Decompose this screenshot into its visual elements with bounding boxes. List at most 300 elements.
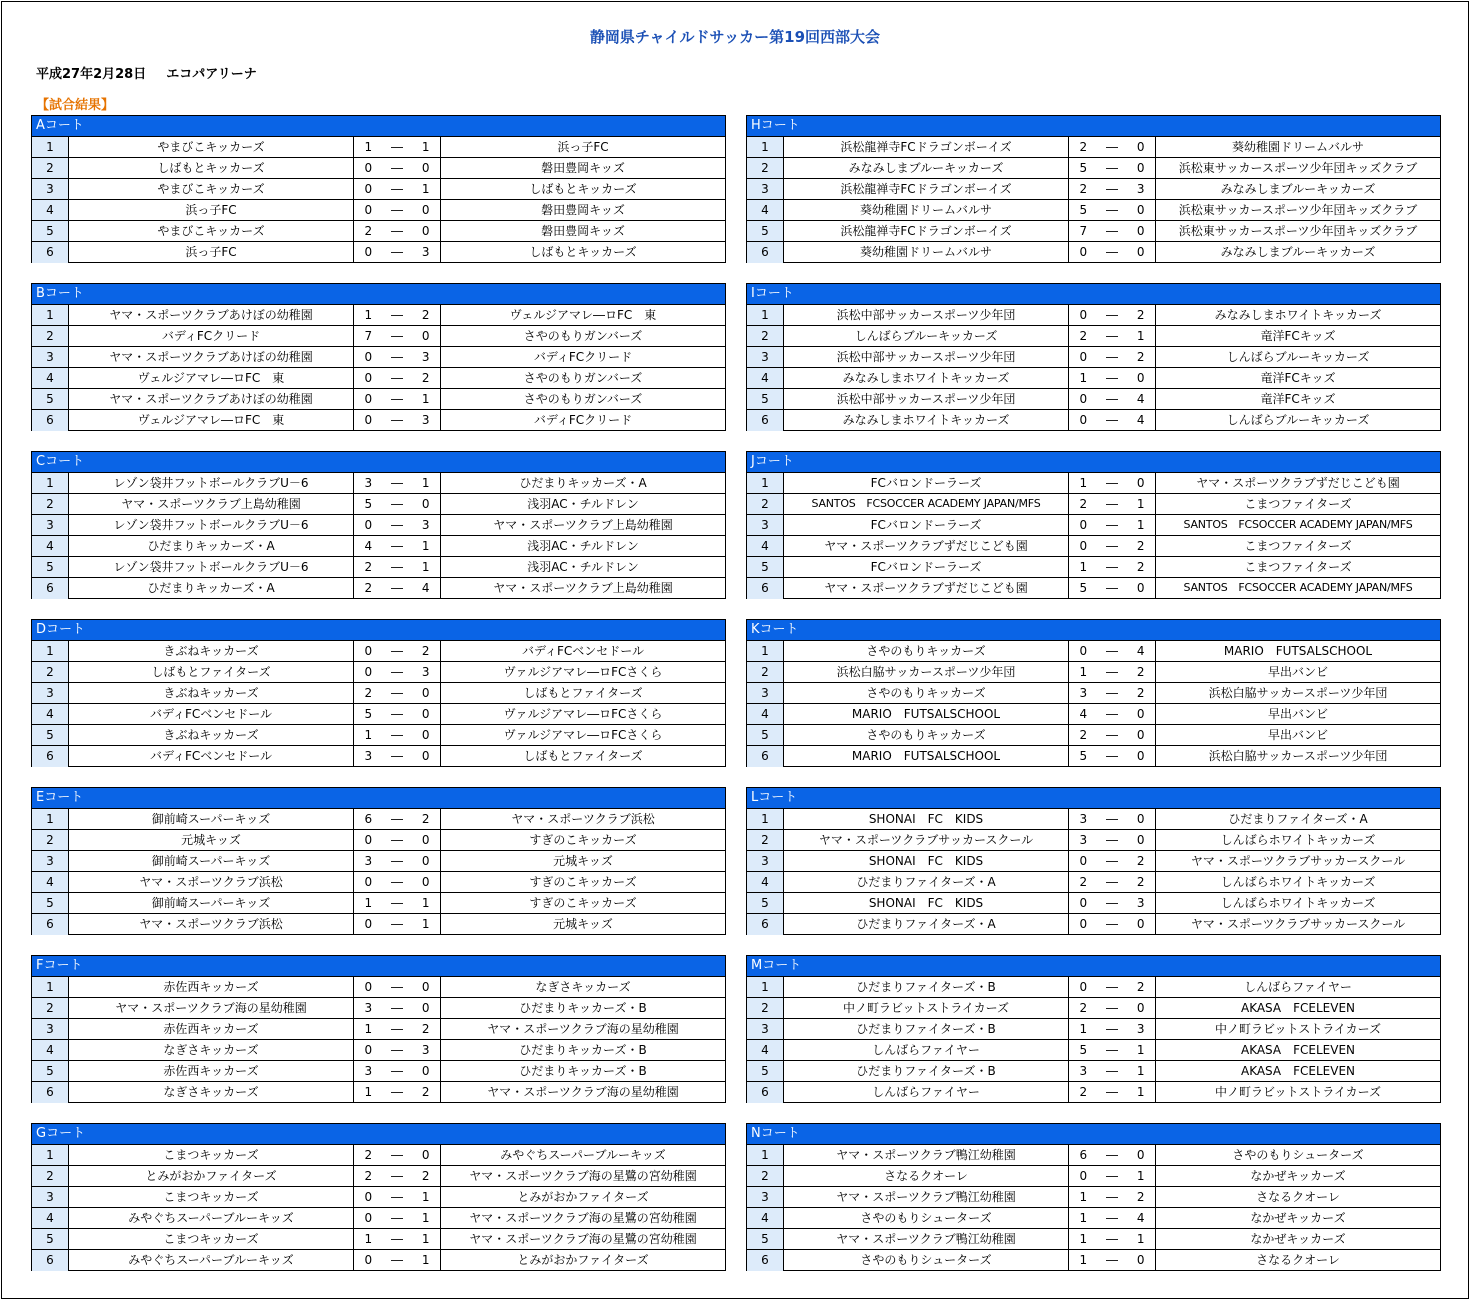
score (354, 662, 441, 682)
home-team: 浜松龍禅寺FCドラゴンボーイズ (784, 179, 1069, 199)
match-row (747, 1250, 1440, 1271)
match-number: 3 (747, 683, 784, 703)
score-separator: ― (391, 896, 403, 910)
away-team: 竜洋FCキッズ (1260, 392, 1336, 406)
away-team: しんばらホワイトキッカーズ (1220, 833, 1376, 847)
match-row (32, 536, 725, 557)
away-score: 0 (421, 686, 430, 700)
score (354, 872, 441, 892)
away-score: 1 (1136, 518, 1145, 532)
away-team: 浜松白脇サッカースポーツ少年団 (1208, 686, 1388, 700)
score (1069, 704, 1156, 724)
match-number: 2 (32, 494, 69, 514)
score-separator: ― (1106, 476, 1118, 490)
home-team: しんばらブルーキッカーズ (784, 326, 1069, 346)
home-score: 1 (1079, 476, 1088, 490)
match-row (32, 641, 725, 662)
away-team: 中ノ町ラビットストライカーズ (1214, 1022, 1382, 1036)
home-team: ヴェルジアマレ―ロFC 東 (69, 368, 354, 388)
score (1069, 1040, 1156, 1060)
away-team: みなみしまブルーキッカーズ (1220, 182, 1376, 196)
away-team: しんばらホワイトキッカーズ (1220, 875, 1376, 889)
away-score: 1 (1136, 1169, 1145, 1183)
score (354, 809, 441, 829)
score (1069, 1187, 1156, 1207)
match-row (32, 368, 725, 389)
away-team: 浜松東サッカースポーツ少年団キッズクラブ (1178, 161, 1418, 175)
away-team: 浅羽AC・チルドレン (527, 497, 639, 511)
away-team: とみがおかファイターズ (517, 1190, 649, 1204)
match-number: 5 (747, 1061, 784, 1081)
score-separator: ― (391, 833, 403, 847)
match-number: 6 (747, 242, 784, 263)
match-number: 5 (32, 1229, 69, 1249)
home-score: 0 (1079, 539, 1088, 553)
score (1069, 683, 1156, 703)
match-row (32, 1040, 725, 1061)
away-team: ヤマ・スポーツクラブ浜松 (511, 812, 655, 826)
home-score: 3 (1079, 1064, 1088, 1078)
match-row (747, 242, 1440, 263)
home-team: こまつキッカーズ (69, 1145, 354, 1165)
match-number: 3 (747, 179, 784, 199)
match-row (32, 1082, 725, 1103)
score-separator: ― (391, 665, 403, 679)
away-score: 0 (1136, 749, 1145, 763)
away-score: 1 (1136, 329, 1145, 343)
home-team: やまびこキッカーズ (69, 179, 354, 199)
score (354, 1187, 441, 1207)
match-row (32, 200, 725, 221)
away-score: 0 (1136, 476, 1145, 490)
home-score: 0 (364, 161, 373, 175)
away-score: 2 (1136, 1190, 1145, 1204)
court-header: Aコート (32, 116, 725, 137)
away-team: こまつファイターズ (1244, 539, 1352, 553)
score (1069, 137, 1156, 157)
match-number: 6 (32, 1250, 69, 1271)
score (1069, 389, 1156, 409)
score-separator: ― (1106, 308, 1118, 322)
home-team: ヤマ・スポーツクラブ鴨江幼稚園 (784, 1145, 1069, 1165)
match-number: 2 (32, 326, 69, 346)
court-header: Bコート (32, 284, 725, 305)
match-row (747, 1145, 1440, 1166)
home-team: 赤佐西キッカーズ (69, 977, 354, 997)
home-team: こまつキッカーズ (69, 1229, 354, 1249)
home-score: 4 (364, 539, 373, 553)
score (1069, 1145, 1156, 1165)
score-separator: ― (391, 1148, 403, 1162)
away-team: さなるクオーレ (1256, 1253, 1340, 1267)
home-score: 1 (364, 1022, 373, 1036)
away-team: ヤマ・スポーツクラブずだじこども園 (1196, 476, 1400, 490)
home-team: 浜松中部サッカースポーツ少年団 (784, 347, 1069, 367)
match-row (747, 746, 1440, 767)
match-row (747, 683, 1440, 704)
away-team: 竜洋FCキッズ (1260, 329, 1336, 343)
score-separator: ― (1106, 1169, 1118, 1183)
home-score: 2 (364, 560, 373, 574)
score-separator: ― (391, 1232, 403, 1246)
score-separator: ― (1106, 539, 1118, 553)
page-title: 静岡県チャイルドサッカー第19回西部大会 (589, 28, 881, 46)
away-score: 0 (421, 1064, 430, 1078)
score (1069, 242, 1156, 263)
match-number: 5 (32, 725, 69, 745)
away-team: しんばらファイヤー (1244, 980, 1352, 994)
match-row (747, 137, 1440, 158)
away-score: 1 (421, 539, 430, 553)
match-number: 4 (747, 200, 784, 220)
score-separator: ― (391, 1064, 403, 1078)
home-score: 3 (364, 1001, 373, 1015)
score (1069, 662, 1156, 682)
away-score: 2 (1136, 980, 1145, 994)
score-separator: ― (1106, 917, 1118, 931)
home-team: バディFCベンセドール (69, 704, 354, 724)
away-team: ひだまりキッカーズ・B (519, 1064, 647, 1078)
match-number: 1 (747, 473, 784, 493)
away-score: 0 (1136, 161, 1145, 175)
away-team: しんばらブルーキッカーズ (1226, 350, 1370, 364)
score-separator: ― (1106, 329, 1118, 343)
section-label: 【試合結果】 (36, 98, 115, 113)
home-team: 中ノ町ラビットストライカーズ (784, 998, 1069, 1018)
match-row (747, 1187, 1440, 1208)
score (1069, 641, 1156, 661)
match-row (32, 1166, 725, 1187)
match-number: 4 (32, 872, 69, 892)
match-number: 1 (32, 473, 69, 493)
away-team: なかぜキッカーズ (1250, 1232, 1346, 1246)
away-team: ひだまりキッカーズ・A (519, 476, 647, 490)
away-team: すぎのこキッカーズ (529, 896, 637, 910)
match-number: 2 (747, 830, 784, 850)
away-team: 元城キッズ (553, 917, 613, 931)
home-score: 3 (364, 854, 373, 868)
match-number: 1 (32, 1145, 69, 1165)
score (354, 683, 441, 703)
away-score: 0 (421, 707, 430, 721)
away-score: 1 (421, 140, 430, 154)
match-row (747, 473, 1440, 494)
score-separator: ― (1106, 1253, 1118, 1267)
home-score: 5 (1079, 203, 1088, 217)
away-score: 0 (421, 329, 430, 343)
away-score: 2 (1136, 875, 1145, 889)
court-header: Hコート (747, 116, 1440, 137)
score (1069, 200, 1156, 220)
home-team: みなみしまホワイトキッカーズ (784, 410, 1069, 431)
match-number: 4 (32, 704, 69, 724)
away-team: ヤマ・スポーツクラブサッカースクール (1190, 917, 1406, 931)
score (354, 977, 441, 997)
match-row (747, 851, 1440, 872)
score-separator: ― (1106, 182, 1118, 196)
score-separator: ― (391, 413, 403, 427)
score-separator: ― (391, 707, 403, 721)
home-score: 2 (1079, 329, 1088, 343)
match-row (32, 410, 725, 431)
away-team: バディFCベンセドール (521, 644, 645, 658)
score (354, 1145, 441, 1165)
away-score: 1 (421, 1211, 430, 1225)
away-score: 0 (1136, 812, 1145, 826)
away-score: 0 (421, 224, 430, 238)
match-number: 6 (32, 914, 69, 935)
score-separator: ― (1106, 833, 1118, 847)
match-row (747, 1208, 1440, 1229)
match-row (747, 179, 1440, 200)
score-separator: ― (1106, 518, 1118, 532)
home-team: レゾン袋井フットボールクラブU－6 (69, 515, 354, 535)
match-row (32, 977, 725, 998)
match-number: 2 (747, 494, 784, 514)
home-score: 1 (1079, 371, 1088, 385)
match-number: 4 (747, 1208, 784, 1228)
court-table (746, 115, 1441, 263)
score-separator: ― (391, 539, 403, 553)
home-score: 0 (364, 245, 373, 259)
score-separator: ― (391, 371, 403, 385)
match-number: 4 (32, 1040, 69, 1060)
away-team: さやのもりガンバーズ (523, 329, 643, 343)
match-number: 5 (32, 389, 69, 409)
score (354, 137, 441, 157)
match-row (32, 746, 725, 767)
event-venue: エコパアリーナ (166, 67, 257, 82)
match-row (747, 914, 1440, 935)
match-number: 5 (32, 221, 69, 241)
home-score: 5 (1079, 161, 1088, 175)
match-number: 5 (747, 1229, 784, 1249)
away-team: みなみしまホワイトキッカーズ (1214, 308, 1382, 322)
away-team: さやのもりガンバーズ (523, 371, 643, 385)
away-team: すぎのこキッカーズ (529, 833, 637, 847)
home-score: 0 (364, 644, 373, 658)
home-score: 1 (1079, 1190, 1088, 1204)
away-score: 2 (421, 308, 430, 322)
home-score: 3 (364, 749, 373, 763)
score-separator: ― (391, 1190, 403, 1204)
score (354, 830, 441, 850)
away-score: 0 (1136, 371, 1145, 385)
away-score: 2 (421, 1085, 430, 1099)
court-header: Cコート (32, 452, 725, 473)
match-number: 6 (32, 746, 69, 767)
home-score: 3 (364, 476, 373, 490)
away-team: ヤマ・スポーツクラブ上島幼稚園 (493, 581, 673, 595)
home-team: ヤマ・スポーツクラブあけぼの幼稚園 (69, 347, 354, 367)
match-number: 3 (747, 851, 784, 871)
home-team: FCバロンドーラーズ (784, 473, 1069, 493)
away-score: 4 (1136, 413, 1145, 427)
score (354, 557, 441, 577)
home-team: みやぐちスーパーブルーキッズ (69, 1250, 354, 1271)
score (354, 1082, 441, 1103)
home-team: 元城キッズ (69, 830, 354, 850)
match-row (747, 515, 1440, 536)
score (354, 410, 441, 431)
away-team: 浜っ子FC (557, 140, 609, 154)
match-number: 2 (32, 830, 69, 850)
match-row (32, 893, 725, 914)
home-team: しんばらファイヤー (784, 1082, 1069, 1103)
home-team: 赤佐西キッカーズ (69, 1061, 354, 1081)
score-separator: ― (1106, 644, 1118, 658)
away-team: しんばらブルーキッカーズ (1226, 413, 1370, 427)
away-score: 1 (1136, 1064, 1145, 1078)
home-score: 1 (1079, 665, 1088, 679)
score (1069, 1082, 1156, 1103)
away-team: しばもとキッカーズ (529, 182, 637, 196)
away-team: なぎさキッカーズ (535, 980, 631, 994)
match-row (747, 809, 1440, 830)
home-team: ヤマ・スポーツクラブ鴨江幼稚園 (784, 1187, 1069, 1207)
away-team: ヴェルジアマレ―ロFC 東 (509, 308, 657, 322)
away-team: SANTOS FCSOCCER ACADEMY JAPAN/MFS (1183, 518, 1413, 531)
match-number: 2 (747, 158, 784, 178)
score (354, 494, 441, 514)
home-team: さやのもりシューターズ (784, 1208, 1069, 1228)
match-number: 4 (747, 872, 784, 892)
score-separator: ― (391, 350, 403, 364)
away-score: 0 (1136, 707, 1145, 721)
home-team: こまつキッカーズ (69, 1187, 354, 1207)
score-separator: ― (1106, 1148, 1118, 1162)
home-team: 浜松龍禅寺FCドラゴンボーイズ (784, 137, 1069, 157)
away-score: 1 (1136, 1043, 1145, 1057)
away-team: ひだまりキッカーズ・B (519, 1001, 647, 1015)
away-team: しばもとファイターズ (523, 749, 643, 763)
score-separator: ― (391, 1253, 403, 1267)
match-number: 2 (747, 998, 784, 1018)
home-team: さやのもりシューターズ (784, 1250, 1069, 1271)
away-score: 1 (421, 917, 430, 931)
home-team: ヤマ・スポーツクラブあけぼの幼稚園 (69, 389, 354, 409)
match-number: 5 (747, 221, 784, 241)
match-row (32, 515, 725, 536)
match-number: 5 (32, 557, 69, 577)
court-header: Kコート (747, 620, 1440, 641)
score-separator: ― (391, 749, 403, 763)
away-team: ヤマ・スポーツクラブ上島幼稚園 (493, 518, 673, 532)
home-score: 5 (364, 707, 373, 721)
score-separator: ― (391, 518, 403, 532)
match-row (32, 914, 725, 935)
score-separator: ― (391, 161, 403, 175)
away-score: 0 (421, 1148, 430, 1162)
home-score: 0 (1079, 896, 1088, 910)
match-number: 4 (32, 368, 69, 388)
away-score: 4 (1136, 392, 1145, 406)
away-team: ヤマ・スポーツクラブ海の星幼稚園 (487, 1085, 679, 1099)
away-team: 浜松白脇サッカースポーツ少年団 (1208, 749, 1388, 763)
away-score: 0 (421, 749, 430, 763)
score-separator: ― (391, 1169, 403, 1183)
match-row (32, 1061, 725, 1082)
home-score: 0 (1079, 644, 1088, 658)
score (354, 179, 441, 199)
match-number: 3 (747, 347, 784, 367)
away-team: 浅羽AC・チルドレン (527, 560, 639, 574)
home-team: さやのもりキッカーズ (784, 725, 1069, 745)
home-team: 御前崎スーパーキッズ (69, 893, 354, 913)
home-team: なぎさキッカーズ (69, 1082, 354, 1103)
home-score: 0 (364, 980, 373, 994)
home-score: 0 (1079, 245, 1088, 259)
away-team: ヴァルジアマレ―ロFCさくら (503, 707, 663, 721)
score-separator: ― (391, 308, 403, 322)
away-score: 0 (1136, 1148, 1145, 1162)
score (354, 1061, 441, 1081)
court-table (31, 283, 726, 431)
away-team: MARIO FUTSALSCHOOL (1223, 644, 1373, 658)
score-separator: ― (1106, 896, 1118, 910)
match-number: 5 (747, 389, 784, 409)
score (1069, 851, 1156, 871)
score (354, 1040, 441, 1060)
score (1069, 494, 1156, 514)
match-row (32, 725, 725, 746)
match-number: 3 (32, 347, 69, 367)
match-number: 2 (747, 662, 784, 682)
away-score: 0 (1136, 833, 1145, 847)
away-score: 2 (421, 812, 430, 826)
away-score: 3 (1136, 896, 1145, 910)
score-separator: ― (391, 497, 403, 511)
score (354, 578, 441, 599)
score-separator: ― (1106, 1001, 1118, 1015)
home-team: 葵幼稚園ドリームバルサ (784, 242, 1069, 263)
away-team: みやぐちスーパーブルーキッズ (500, 1148, 666, 1162)
home-team: MARIO FUTSALSCHOOL (784, 704, 1069, 724)
away-score: 4 (1136, 644, 1145, 658)
away-score: 1 (421, 392, 430, 406)
away-score: 0 (421, 1001, 430, 1015)
away-team: 早出バンビ (1267, 707, 1328, 721)
match-number: 5 (747, 725, 784, 745)
match-row (747, 662, 1440, 683)
home-score: 2 (1079, 728, 1088, 742)
score (1069, 1166, 1156, 1186)
score (1069, 725, 1156, 745)
score (1069, 179, 1156, 199)
match-row (747, 1229, 1440, 1250)
match-row (747, 389, 1440, 410)
match-row (747, 578, 1440, 599)
match-row (32, 662, 725, 683)
home-score: 5 (1079, 1043, 1088, 1057)
home-team: ひだまりファイターズ・B (784, 977, 1069, 997)
away-team: 中ノ町ラビットストライカーズ (1214, 1085, 1382, 1099)
away-score: 2 (1136, 686, 1145, 700)
match-number: 2 (32, 662, 69, 682)
court-table (31, 451, 726, 599)
match-number: 2 (32, 998, 69, 1018)
match-number: 5 (32, 893, 69, 913)
score (354, 473, 441, 493)
match-number: 6 (747, 1250, 784, 1271)
score-separator: ― (391, 854, 403, 868)
score-separator: ― (1106, 707, 1118, 721)
score-separator: ― (1106, 1211, 1118, 1225)
score-separator: ― (1106, 497, 1118, 511)
away-team: ヤマ・スポーツクラブサッカースクール (1190, 854, 1406, 868)
home-team: ひだまりキッカーズ・A (69, 578, 354, 599)
away-team: 元城キッズ (553, 854, 613, 868)
